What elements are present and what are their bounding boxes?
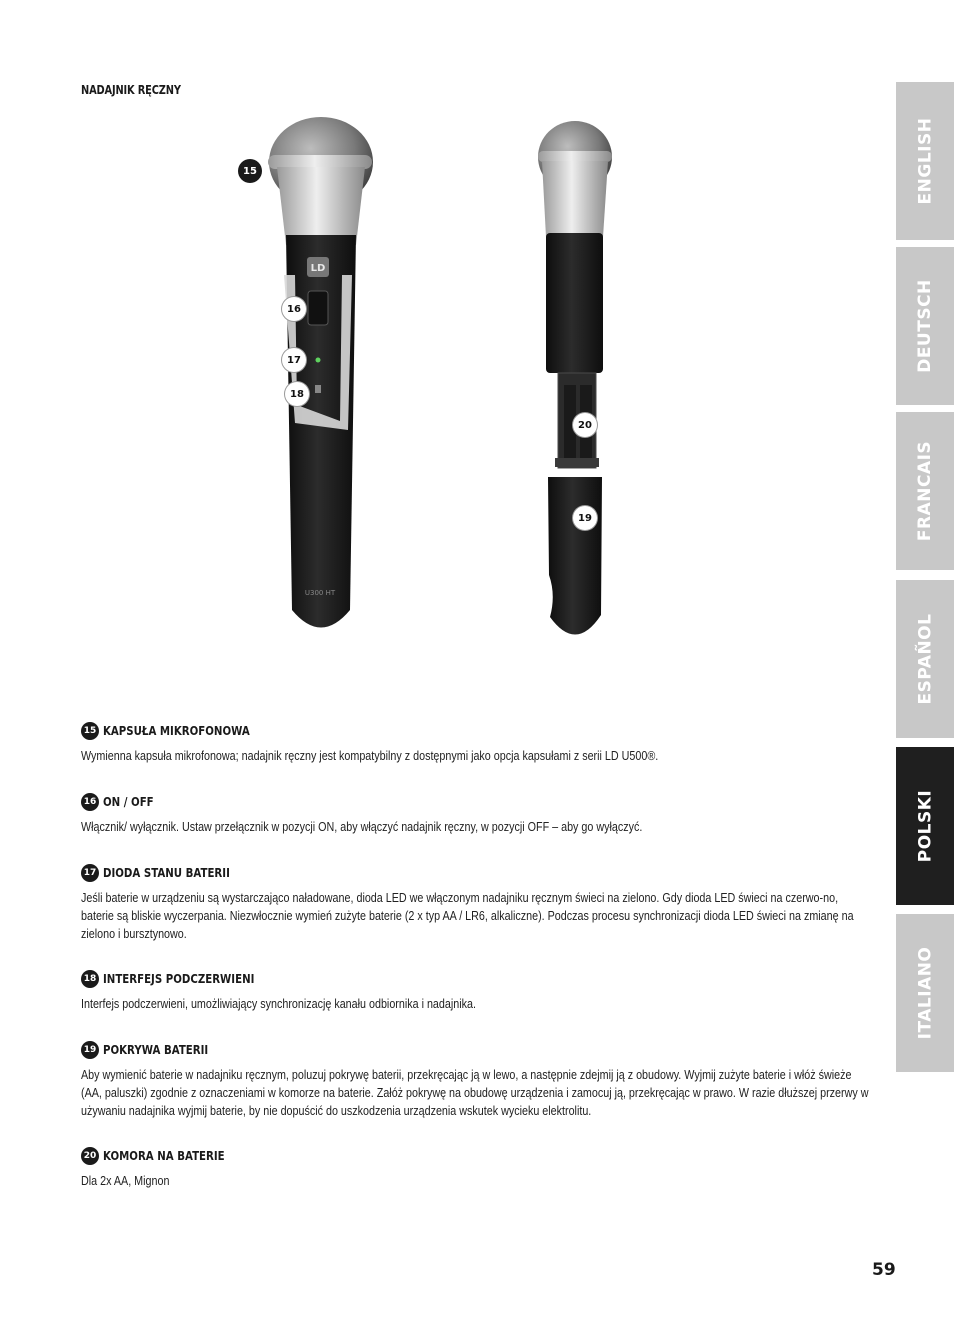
item-number-badge: 20 <box>81 1147 99 1165</box>
section-heading: NADAJNIK RĘCZNY <box>81 83 181 97</box>
item-description: Jeśli baterie w urządzeniu są wystarczająco naładowane, dioda LED we włączonym nadajniku ręcznym świeci na zielono. Gdy dioda LED świeci na czerwo-no, baterie są bliskie wyczerpania. Niezwłocznie wymień zużyte baterie (2 x typ AA / LR6, alkaliczne). Podczas procesu synchronizacji dioda LED świeci na zmianę na zielono i bursztynowo. <box>81 891 854 941</box>
microphone-assembled <box>268 117 373 628</box>
item-battery-cover <box>81 1041 871 1120</box>
tab-english[interactable]: ENGLISH <box>896 82 954 240</box>
item-title: 17 DIODA STANU BATERII <box>81 864 871 882</box>
item-description: Włącznik/ wyłącznik. Ustaw przełącznik w pozycji ON, aby włączyć nadajnik ręczny, w pozycji OFF – aby go wyłączyć. <box>81 820 643 834</box>
item-number-badge: 17 <box>81 864 99 882</box>
tab-polski[interactable]: POLSKI <box>896 747 954 905</box>
tab-italiano[interactable]: ITALIANO <box>896 914 954 1072</box>
microphone-disassembled <box>538 121 612 635</box>
item-on-off <box>81 793 871 836</box>
tab-deutsch[interactable]: DEUTSCH <box>896 247 954 405</box>
item-description: Aby wymienić baterie w nadajniku ręcznym, poluzuj pokrywę baterii, przekręcając ją w lewo, a następnie zdejmij ją z obudowy. Wyjmij zużyte baterie i włóż świeże (AA, paluszki) zgodnie z oznaczeniami w komorze na baterie. Załóż pokrywę na obudowę urządzenia i zamocuj ją, przekręcając w prawo. W razie dłuższej przerwy w używaniu nadajnika wyjmij baterie, by nie dopuścić do uszkodzenia urządzenia wskutek wycieku elektrolitu. <box>81 1068 869 1118</box>
item-battery-led <box>81 864 871 943</box>
brand-logo-text: LD <box>310 263 326 274</box>
ir-interface <box>315 385 321 393</box>
item-title: 18 INTERFEJS PODCZERWIENI <box>81 970 871 988</box>
callout-17: 17 <box>282 348 306 372</box>
item-capsule <box>81 722 871 765</box>
tab-espanol[interactable]: ESPAÑOL <box>896 580 954 738</box>
power-switch <box>308 291 328 325</box>
tab-francais[interactable]: FRANCAIS <box>896 412 954 570</box>
microphone-figure <box>200 105 660 650</box>
battery-cover <box>548 477 602 635</box>
item-number-badge: 15 <box>81 722 99 740</box>
item-description: Wymienna kapsuła mikrofonowa; nadajnik ręczny jest kompatybilny z dostępnymi jako opcja kapsułami z serii LD U500®. <box>81 749 659 763</box>
item-number-badge: 18 <box>81 970 99 988</box>
mic-collar-right <box>542 161 608 237</box>
battery-led <box>316 358 321 363</box>
callout-15: 15 <box>238 159 262 183</box>
page-number: 59 <box>872 1260 896 1280</box>
item-title: 20 KOMORA NA BATERIE <box>81 1147 871 1165</box>
microphone-illustration <box>200 105 660 650</box>
grille-ring-right <box>538 151 612 162</box>
item-number-badge: 16 <box>81 793 99 811</box>
mic-body-upper <box>546 233 603 373</box>
item-description: Dla 2x AA, Mignon <box>81 1174 170 1188</box>
grille-ring <box>268 155 372 169</box>
item-number-badge: 19 <box>81 1041 99 1059</box>
item-infrared <box>81 970 871 1013</box>
battery-compartment-base <box>555 458 599 467</box>
item-title: 19 POKRYWA BATERII <box>81 1041 871 1059</box>
callout-19: 19 <box>573 506 597 530</box>
item-battery-compartment <box>81 1147 871 1190</box>
item-title: 16 ON / OFF <box>81 793 871 811</box>
item-description: Interfejs podczerwieni, umożliwiający synchronizację kanału odbiornika i nadajnika. <box>81 997 476 1011</box>
mic-collar <box>277 167 365 245</box>
item-title: 15 KAPSUŁA MIKROFONOWA <box>81 722 871 740</box>
callout-20: 20 <box>573 413 597 437</box>
callout-18: 18 <box>285 382 309 406</box>
callout-16: 16 <box>282 297 306 321</box>
model-label: U300 HT <box>304 589 336 597</box>
